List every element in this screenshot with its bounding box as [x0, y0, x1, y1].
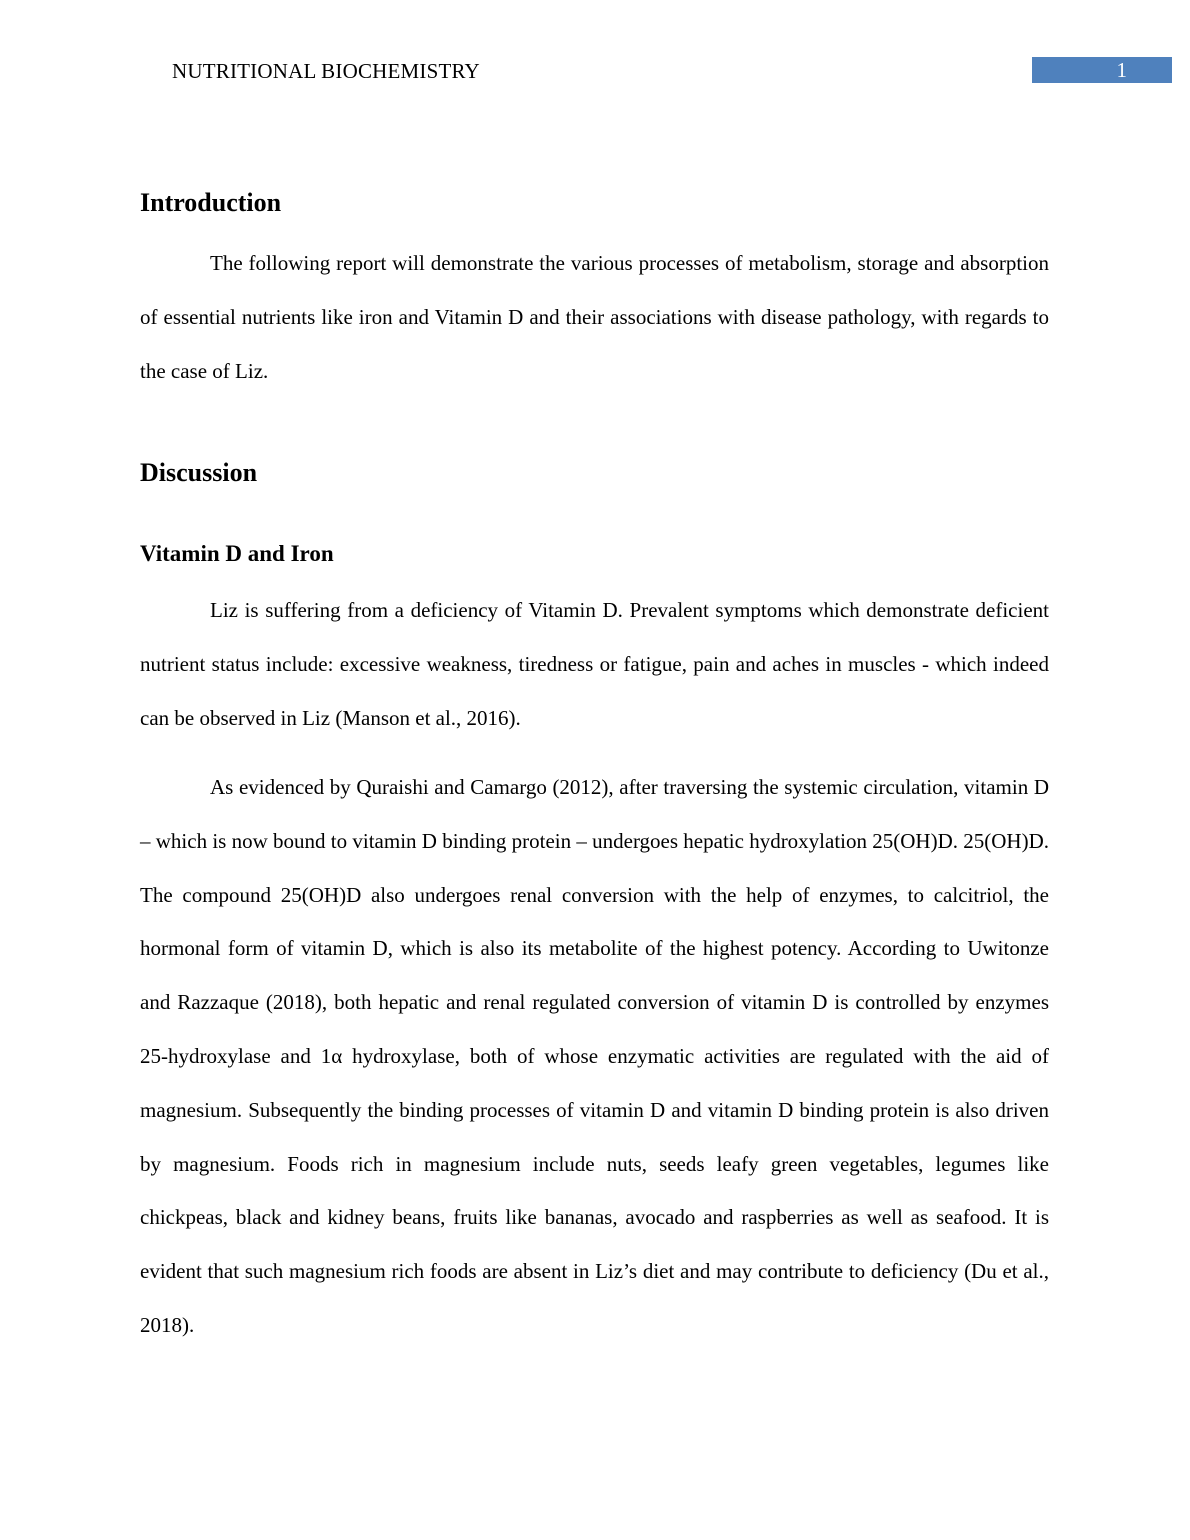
discussion-heading: Discussion [140, 458, 258, 487]
introduction-paragraph: The following report will demonstrate the various processes of metabolism, storage and absorption of essential nutrients like iron and Vitamin D and their associations with disease pathology, with regards to the case of Liz. [140, 251, 1049, 383]
running-head: NUTRITIONAL BIOCHEMISTRY [172, 59, 480, 83]
page-number: 1 [1032, 57, 1172, 83]
discussion-paragraph-2: As evidenced by Quraishi and Camargo (2012), after traversing the systemic circulation, vitamin D – which is now bound to vitamin D binding protein – undergoes hepatic hydroxylation 25(OH)D. 25(OH)D. The compound 25(OH)D also undergoes renal conversion with the help of enzymes, to calcitriol, the hormonal form of vitamin D, which is also its metabolite of the highest potency. According to Uwitonze and Razzaque (2018), both hepatic and renal regulated conversion of vitamin D is controlled by enzymes 25-hydroxylase and 1α hydroxylase, both of whose enzymatic activities are regulated with the aid of magnesium. Subsequently the binding processes of vitamin D and vitamin D binding protein is also driven by magnesium. Foods rich in magnesium include nuts, seeds leafy green vegetables, legumes like chickpeas, black and kidney beans, fruits like bananas, avocado and raspberries as well as seafood. It is evident that such magnesium rich foods are absent in Liz’s diet and may contribute to deficiency (Du et al., 2018). [140, 775, 1049, 1337]
vitamin-d-iron-subheading: Vitamin D and Iron [140, 541, 334, 566]
introduction-heading: Introduction [140, 188, 282, 217]
discussion-paragraph-1: Liz is suffering from a deficiency of Vitamin D. Prevalent symptoms which demonstrate deficient nutrient status include: excessive weakness, tiredness or fatigue, pain and aches in muscles - which indeed can be observed in Liz (Manson et al., 2016). [140, 598, 1049, 730]
